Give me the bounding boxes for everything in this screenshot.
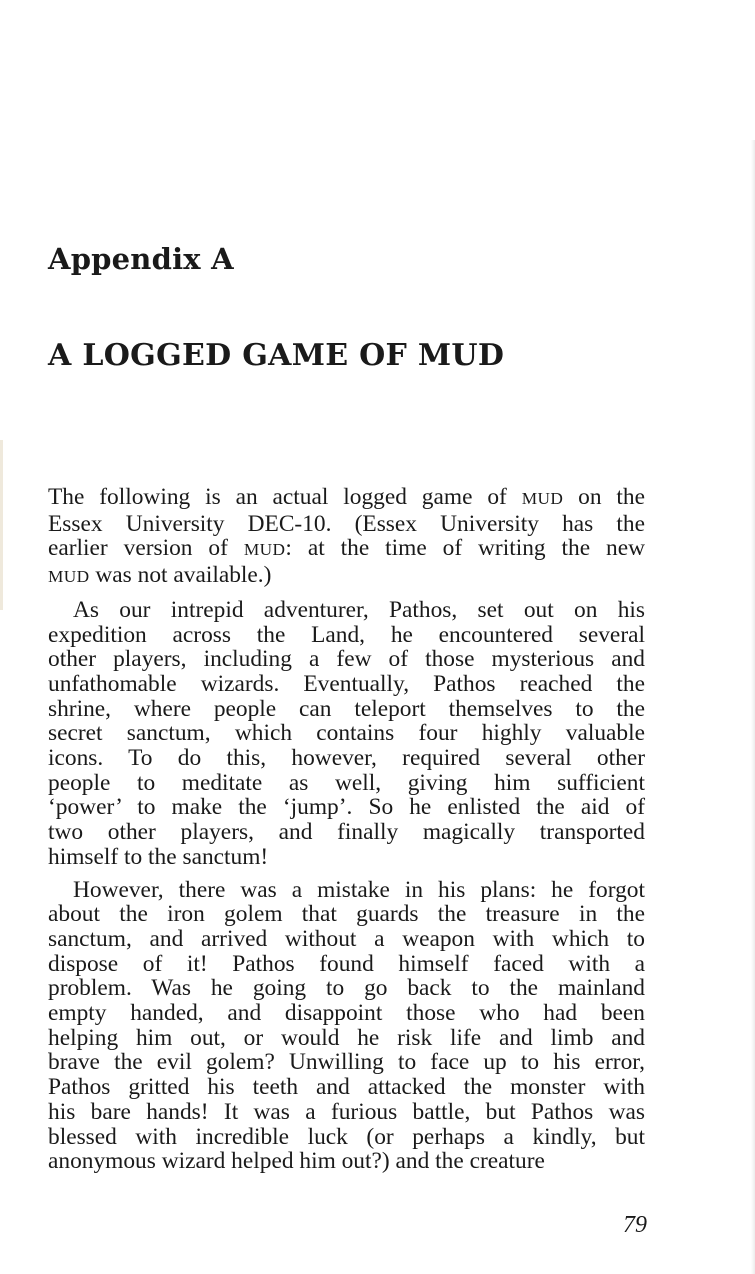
text-line: Essex University DEC-10. (Essex University has the (48, 510, 645, 537)
text-line: icons. To do this, however, required several other (48, 745, 645, 772)
text-line: problem. Was he going to go back to the mainland (48, 975, 645, 1002)
text-line: earlier version of MUD: at the time of writing the new (48, 535, 646, 562)
text-line: his bare hands! It was a furious battle, but Pathos was (48, 1098, 645, 1125)
scan-edge-right (751, 140, 755, 1274)
text-line: However, there was a mistake in his plans: he forgot (73, 876, 645, 903)
text-line: other players, including a few of those mysterious and (48, 646, 645, 673)
text-line: As our intrepid adventurer, Pathos, set out on his (73, 596, 645, 623)
text-line: dispose of it! Pathos found himself faced with a (48, 950, 645, 977)
text-line: sanctum, and arrived without a weapon with which to (48, 925, 645, 952)
text-line: about the iron golem that guards the treasure in the (48, 901, 645, 928)
appendix-label: Appendix A (48, 242, 234, 276)
text-line: two other players, and finally magically transported (48, 819, 645, 846)
text-line: expedition across the Land, he encountered several (48, 621, 645, 648)
paragraph (48, 598, 645, 870)
paragraph (48, 485, 645, 590)
text-line: brave the evil golem? Unwilling to face up to his error, (48, 1049, 645, 1076)
body-text (48, 485, 645, 1174)
text-line: shrine, where people can teleport themselves to the (48, 695, 645, 722)
small-caps-term: MUD (48, 567, 90, 587)
text-line: himself to the sanctum! (48, 843, 269, 870)
chapter-title: A LOGGED GAME OF MUD (48, 338, 505, 373)
text-line: blessed with incredible luck (or perhaps a kindly, but (48, 1123, 645, 1150)
text-line: Pathos gritted his teeth and attacked the monster with (48, 1074, 645, 1101)
text-line: anonymous wizard helped him out?) and the creature (48, 1148, 545, 1175)
text-line: The following is an actual logged game of MUD on the (48, 484, 645, 510)
text-line: empty handed, and disappoint those who had been (48, 1000, 645, 1027)
scan-edge-left (0, 440, 3, 610)
text-line: unfathomable wizards. Eventually, Pathos reached the (48, 670, 645, 697)
small-caps-term: MUD (243, 540, 286, 560)
paragraph (48, 878, 645, 1174)
text-line: helping him out, or would he risk life and limb and (48, 1024, 645, 1051)
small-caps-term: MUD (521, 489, 564, 508)
text-line: secret sanctum, which contains four highly valuable (48, 720, 645, 747)
text-line: people to meditate as well, giving him sufficient (48, 769, 645, 796)
page-number: 79 (623, 1212, 647, 1238)
text-line: MUD was not available.) (48, 562, 272, 589)
text-line: ‘power’ to make the ‘jump’. So he enlisted the aid of (48, 794, 645, 821)
